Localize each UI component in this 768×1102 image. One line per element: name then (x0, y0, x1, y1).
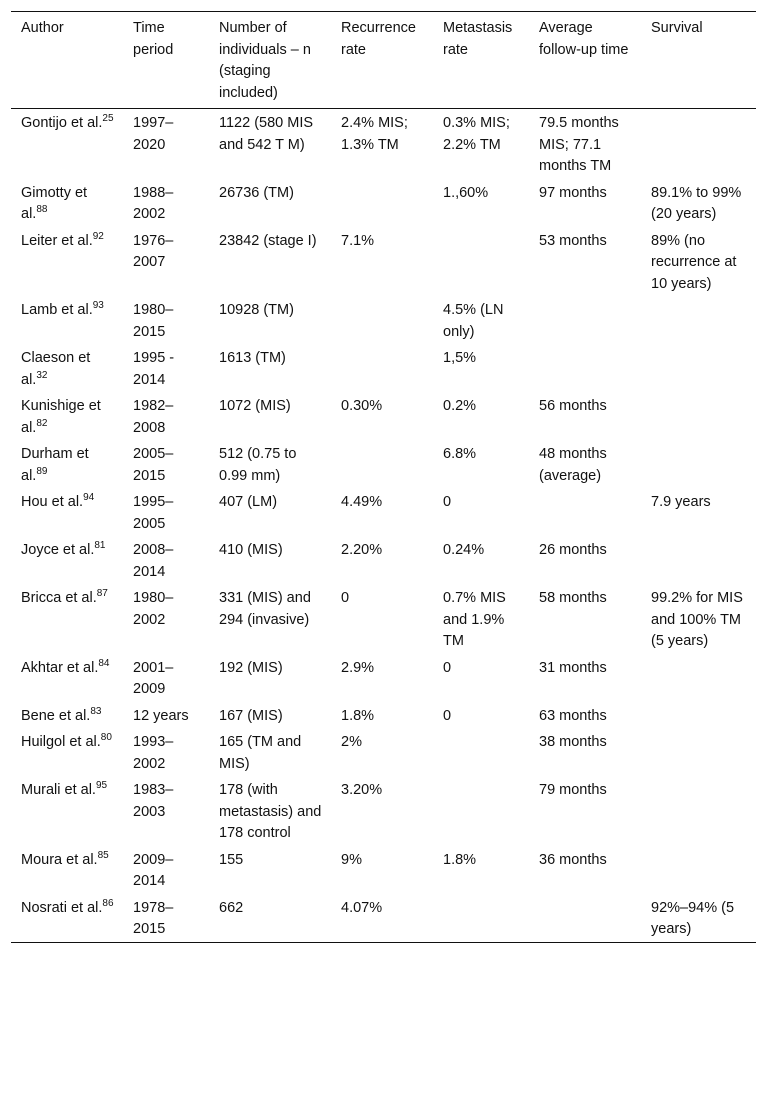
cell-follow-up-time: 53 months (539, 232, 607, 249)
header-follow-up-time: Average follow-up time (539, 20, 629, 58)
cell-time-period: 1980–2002 (133, 590, 174, 628)
cell-recurrence-rate: 2.4% MIS; 1.3% TM (341, 115, 408, 153)
author-name: Akhtar et al. (21, 659, 99, 676)
reference-number: 84 (98, 657, 110, 669)
cell-follow-up-time: 36 months (539, 851, 607, 868)
cell-survival (641, 109, 756, 179)
cell-author (11, 776, 123, 846)
table-row (11, 584, 756, 654)
cell-time-period: 1982–2008 (133, 398, 174, 436)
reference-number: 81 (94, 540, 106, 552)
table-row (11, 296, 756, 344)
cell-author (11, 227, 123, 297)
cell-number-of-individuals: 26736 (TM) (219, 184, 294, 201)
cell-number-of-individuals: 178 (with metastasis) and 178 control (219, 782, 322, 841)
cell-recurrence-rate: 9% (341, 851, 362, 868)
cell-follow-up-time: 31 months (539, 659, 607, 676)
cell-author (11, 344, 123, 392)
cell-survival (641, 392, 756, 440)
cell-survival (641, 296, 756, 344)
header-survival: Survival (651, 20, 703, 36)
author-name: Bricca et al. (21, 590, 97, 606)
cell-recurrence-rate: 0.30% (341, 398, 383, 414)
cell-time-period: 1995 - 2014 (133, 350, 175, 388)
cell-number-of-individuals: 1072 (MIS) (219, 398, 291, 414)
cell-metastasis-rate (433, 728, 529, 776)
cell-time-period: 1980–2015 (133, 302, 174, 340)
cell-follow-up-time: 58 months (539, 590, 607, 606)
author-name: Leiter et al. (21, 232, 93, 249)
cell-recurrence-rate: 2.9% (341, 659, 375, 676)
author-name: Huilgol et al. (21, 734, 101, 750)
cell-survival (641, 728, 756, 776)
cell-number-of-individuals: 165 (TM and MIS) (219, 734, 302, 772)
cell-follow-up-time: 38 months (539, 734, 607, 750)
cell-author (11, 392, 123, 440)
author-name: Nosrati et al. (21, 899, 103, 916)
cell-time-period: 2008–2014 (133, 542, 174, 580)
reference-number: 83 (90, 705, 102, 717)
table-row (11, 536, 756, 584)
cell-survival (641, 846, 756, 894)
table-row (11, 392, 756, 440)
author-name: Moura et al. (21, 851, 98, 868)
cell-recurrence-rate (331, 179, 433, 227)
cell-metastasis-rate: 1.,60% (443, 184, 489, 201)
cell-recurrence-rate: 2.20% (341, 542, 383, 558)
cell-time-period: 2005–2015 (133, 446, 174, 484)
cell-follow-up-time: 48 months (average) (539, 446, 607, 484)
cell-time-period: 1988–2002 (133, 184, 174, 222)
cell-recurrence-rate (331, 440, 433, 488)
table-row (11, 440, 756, 488)
table-row (11, 654, 756, 702)
cell-metastasis-rate: 0.2% (443, 398, 477, 414)
reference-number: 88 (36, 204, 48, 216)
study-table-container (11, 11, 756, 943)
author-name: Claeson et al. (21, 350, 91, 388)
cell-follow-up-time: 56 months (539, 398, 607, 414)
cell-number-of-individuals: 1122 (580 MIS and 542 T M) (219, 115, 314, 153)
cell-author (11, 488, 123, 536)
cell-author (11, 536, 123, 584)
author-name: Kunishige et al. (21, 398, 101, 436)
table-row (11, 179, 756, 227)
author-name: Hou et al. (21, 494, 84, 510)
cell-follow-up-time: 79.5 months MIS; 77.1 months TM (539, 115, 619, 174)
cell-survival: 92%–94% (5 years) (651, 899, 735, 937)
author-name: Murali et al. (21, 782, 96, 798)
cell-recurrence-rate: 3.20% (341, 782, 383, 798)
table-row (11, 109, 756, 179)
reference-number: 89 (36, 465, 48, 477)
cell-time-period: 1976–2007 (133, 232, 174, 270)
cell-number-of-individuals: 1613 (TM) (219, 350, 286, 366)
cell-survival: 89% (no recurrence at 10 years) (651, 232, 737, 292)
cell-author (11, 584, 123, 654)
reference-number: 94 (83, 492, 95, 504)
cell-follow-up-time (529, 894, 641, 943)
reference-number: 92 (92, 230, 104, 242)
cell-number-of-individuals: 331 (MIS) and 294 (invasive) (219, 590, 311, 628)
cell-time-period: 2009–2014 (133, 851, 174, 889)
header-number-of-individuals: Number of individuals – n (staging included) (219, 20, 311, 101)
cell-metastasis-rate: 0.7% MIS and 1.9% TM (443, 590, 506, 649)
reference-number: 87 (96, 588, 108, 600)
cell-survival: 7.9 years (651, 494, 711, 510)
cell-follow-up-time: 26 months (539, 542, 607, 558)
cell-author (11, 109, 123, 179)
cell-time-period: 1993–2002 (133, 734, 174, 772)
cell-time-period: 1997–2020 (133, 115, 174, 153)
header-time-period: Time period (133, 20, 174, 58)
cell-recurrence-rate: 4.49% (341, 494, 383, 510)
author-name: Durham et al. (21, 446, 89, 484)
cell-survival (641, 440, 756, 488)
cell-recurrence-rate: 0 (341, 590, 350, 606)
cell-follow-up-time: 79 months (539, 782, 607, 798)
cell-survival: 89.1% to 99% (20 years) (651, 184, 742, 222)
cell-number-of-individuals: 407 (LM) (219, 494, 278, 510)
cell-survival (641, 654, 756, 702)
table-row (11, 488, 756, 536)
cell-metastasis-rate: 1,5% (443, 350, 477, 366)
cell-recurrence-rate: 7.1% (341, 232, 375, 249)
cell-number-of-individuals: 23842 (stage I) (219, 232, 317, 249)
cell-time-period: 1995–2005 (133, 494, 174, 532)
cell-recurrence-rate (331, 296, 433, 344)
author-name: Gimotty et al. (21, 184, 88, 222)
cell-follow-up-time: 63 months (539, 707, 607, 724)
reference-number: 82 (36, 417, 48, 429)
cell-recurrence-rate (331, 344, 433, 392)
table-row (11, 227, 756, 297)
cell-author (11, 179, 123, 227)
cell-metastasis-rate (433, 227, 529, 297)
header-metastasis-rate: Metastasis rate (443, 20, 513, 58)
cell-author (11, 654, 123, 702)
header-recurrence-rate: Recurrence rate (341, 20, 416, 58)
reference-number: 80 (100, 732, 112, 744)
reference-number: 93 (92, 300, 104, 312)
table-row (11, 702, 756, 729)
cell-number-of-individuals: 167 (MIS) (219, 707, 283, 724)
cell-follow-up-time (529, 344, 641, 392)
cell-metastasis-rate: 0.24% (443, 542, 485, 558)
cell-number-of-individuals: 192 (MIS) (219, 659, 283, 676)
cell-follow-up-time (529, 296, 641, 344)
cell-metastasis-rate: 0.3% MIS; 2.2% TM (443, 115, 510, 153)
cell-time-period: 1983–2003 (133, 782, 174, 820)
cell-recurrence-rate: 4.07% (341, 899, 383, 916)
cell-time-period: 2001–2009 (133, 659, 174, 697)
table-row (11, 776, 756, 846)
cell-metastasis-rate: 1.8% (443, 851, 477, 868)
cell-number-of-individuals: 410 (MIS) (219, 542, 283, 558)
cell-metastasis-rate: 0 (443, 659, 452, 676)
cell-metastasis-rate: 4.5% (LN only) (443, 302, 504, 340)
cell-author (11, 728, 123, 776)
reference-number: 32 (36, 369, 48, 381)
cell-author (11, 846, 123, 894)
author-name: Bene et al. (21, 707, 91, 724)
header-author: Author (21, 20, 64, 36)
table-row (11, 728, 756, 776)
cell-recurrence-rate: 2% (341, 734, 362, 750)
cell-survival (641, 776, 756, 846)
cell-author (11, 894, 123, 943)
cell-survival: 99.2% for MIS and 100% TM (5 years) (651, 590, 743, 649)
cell-metastasis-rate: 0 (443, 494, 452, 510)
cell-metastasis-rate: 0 (443, 707, 452, 724)
cell-survival (641, 702, 756, 729)
reference-number: 85 (97, 849, 109, 861)
cell-follow-up-time (529, 488, 641, 536)
author-name: Joyce et al. (21, 542, 95, 558)
cell-author (11, 296, 123, 344)
cell-metastasis-rate (433, 776, 529, 846)
table-header-row (11, 12, 756, 109)
cell-number-of-individuals: 512 (0.75 to 0.99 mm) (219, 446, 297, 484)
cell-number-of-individuals: 662 (219, 899, 244, 916)
cell-time-period: 1978–2015 (133, 899, 174, 937)
cell-time-period: 12 years (133, 707, 189, 724)
cell-number-of-individuals: 155 (219, 851, 244, 868)
cell-metastasis-rate (433, 894, 529, 943)
cell-survival (641, 344, 756, 392)
table-row (11, 846, 756, 894)
cell-number-of-individuals: 10928 (TM) (219, 302, 294, 318)
cell-follow-up-time: 97 months (539, 184, 607, 201)
study-table (11, 11, 756, 943)
reference-number: 86 (102, 897, 114, 909)
table-body (11, 109, 756, 943)
reference-number: 95 (95, 780, 108, 792)
table-row (11, 344, 756, 392)
author-name: Gontijo et al. (21, 115, 103, 131)
cell-author (11, 702, 123, 729)
cell-survival (641, 536, 756, 584)
cell-recurrence-rate: 1.8% (341, 707, 375, 724)
table-row (11, 894, 756, 943)
cell-author (11, 440, 123, 488)
reference-number: 25 (102, 113, 114, 125)
cell-metastasis-rate: 6.8% (443, 446, 477, 462)
author-name: Lamb et al. (21, 302, 93, 318)
